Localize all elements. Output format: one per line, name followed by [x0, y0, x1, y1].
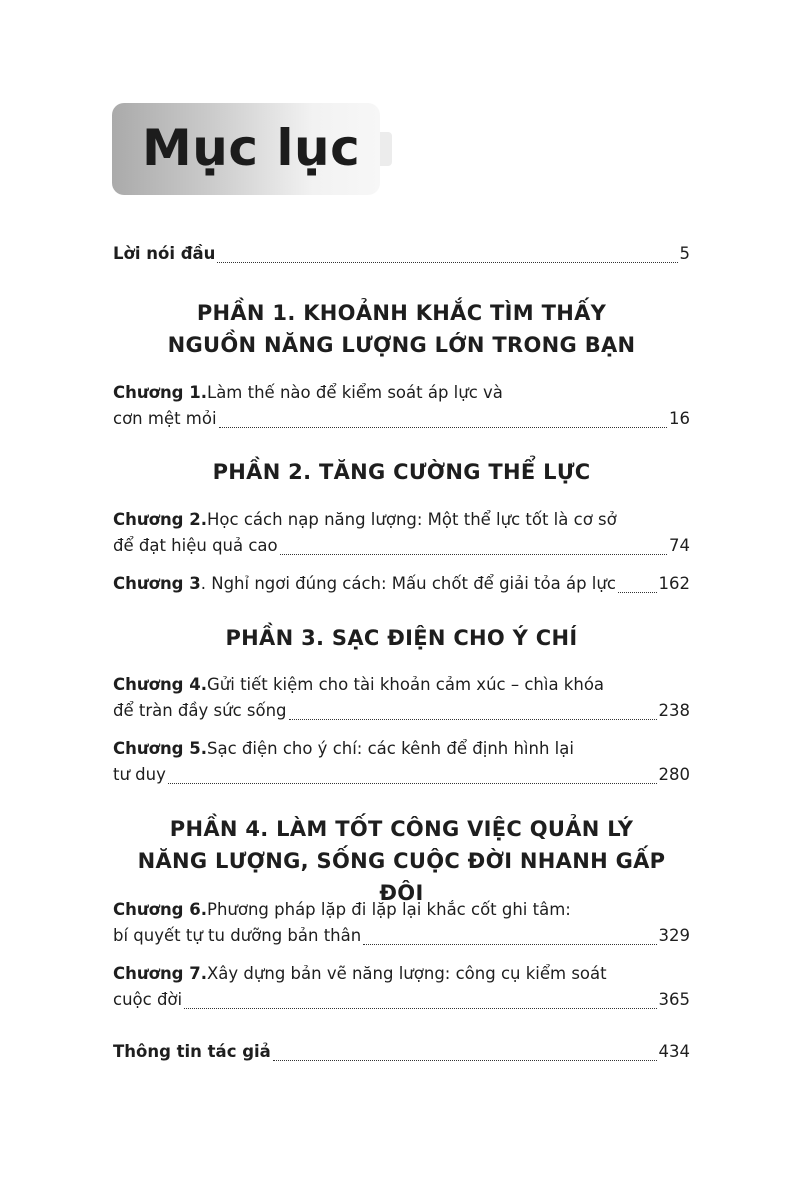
- chapter-label: Chương 6.: [113, 900, 207, 919]
- dot-leader: [289, 715, 657, 720]
- toc-entry-preface[interactable]: [113, 241, 690, 267]
- toc-entry-chapter[interactable]: [113, 571, 690, 597]
- chapter-title-cont: tư duy: [113, 765, 166, 784]
- page-number: 162: [658, 574, 690, 593]
- toc-entry-chapter[interactable]: [113, 736, 690, 788]
- chapter-title: Làm thế nào để kiểm soát áp lực và: [207, 383, 503, 402]
- toc-entry-chapter[interactable]: [113, 672, 690, 724]
- chapter-title: Xây dựng bản vẽ năng lượng: công cụ kiểm soát: [207, 964, 607, 983]
- entry-label: Lời nói đầu: [113, 244, 216, 263]
- part-title-line: PHẦN 1. KHOẢNH KHẮC TÌM THẤY: [196, 301, 607, 325]
- toc-entry-author-info[interactable]: [113, 1039, 690, 1065]
- chapter-label: Chương 5.: [113, 739, 207, 758]
- dot-leader: [273, 1056, 657, 1061]
- part-title-line: PHẦN 3. SẠC ĐIỆN CHO Ý CHÍ: [225, 626, 578, 650]
- chapter-title-cont: bí quyết tự tu dưỡng bản thân: [113, 926, 362, 945]
- chapter-title: Gửi tiết kiệm cho tài khoản cảm xúc – chìa khóa: [207, 675, 605, 694]
- toc-entry-chapter[interactable]: [113, 961, 690, 1013]
- chapter-title: Học cách nạp năng lượng: Một thể lực tốt là cơ sở: [207, 510, 617, 529]
- chapter-label: Chương 1.: [113, 383, 207, 402]
- chapter-label: Chương 7.: [113, 964, 207, 983]
- part-heading: [113, 297, 690, 361]
- dot-leader: [219, 423, 667, 428]
- chapter-title: Phương pháp lặp đi lặp lại khắc cốt ghi tâm:: [207, 900, 571, 919]
- part-title-line: PHẦN 2. TĂNG CƯỜNG THỂ LỰC: [212, 460, 591, 484]
- part-title-line: NĂNG LƯỢNG, SỐNG CUỘC ĐỜI NHANH GẤP ĐÔI: [137, 849, 666, 905]
- battery-tip-icon: [380, 132, 392, 166]
- chapter-title-cont: để tràn đầy sức sống: [113, 701, 287, 720]
- page-number: 16: [669, 409, 690, 428]
- part-heading: [113, 813, 690, 909]
- part-title-line: PHẦN 4. LÀM TỐT CÔNG VIỆC QUẢN LÝ: [169, 817, 634, 841]
- dot-leader: [363, 940, 656, 945]
- dot-leader: [184, 1004, 656, 1009]
- entry-label: Thông tin tác giả: [113, 1042, 271, 1061]
- chapter-title: . Nghỉ ngơi đúng cách: Mấu chốt để giải tỏa áp lực: [200, 574, 616, 593]
- page-number: 74: [669, 536, 690, 555]
- page-number: 280: [658, 765, 690, 784]
- page-number: 365: [658, 990, 690, 1009]
- dot-leader: [168, 779, 657, 784]
- chapter-title-cont: cơn mệt mỏi: [113, 409, 217, 428]
- dot-leader: [618, 588, 657, 593]
- part-heading: [113, 456, 690, 488]
- part-heading: [113, 622, 690, 654]
- chapter-label: Chương 2.: [113, 510, 207, 529]
- chapter-title: Sạc điện cho ý chí: các kênh để định hình lại: [207, 739, 574, 758]
- chapter-title-cont: để đạt hiệu quả cao: [113, 536, 278, 555]
- chapter-label: Chương 4.: [113, 675, 207, 694]
- page-number: 238: [658, 701, 690, 720]
- page-number: 5: [679, 244, 690, 263]
- page-number: 434: [658, 1042, 690, 1061]
- dot-leader: [280, 550, 667, 555]
- dot-leader: [217, 258, 677, 263]
- toc-entry-chapter[interactable]: [113, 897, 690, 949]
- toc-entry-chapter[interactable]: [113, 380, 690, 432]
- chapter-title-cont: cuộc đời: [113, 990, 183, 1009]
- toc-entry-chapter[interactable]: [113, 507, 690, 559]
- part-title-line: NGUỒN NĂNG LƯỢNG LỚN TRONG BẠN: [167, 333, 636, 357]
- page-title: Mục lục: [142, 119, 361, 177]
- chapter-label: Chương 3: [113, 574, 201, 593]
- page-number: 329: [658, 926, 690, 945]
